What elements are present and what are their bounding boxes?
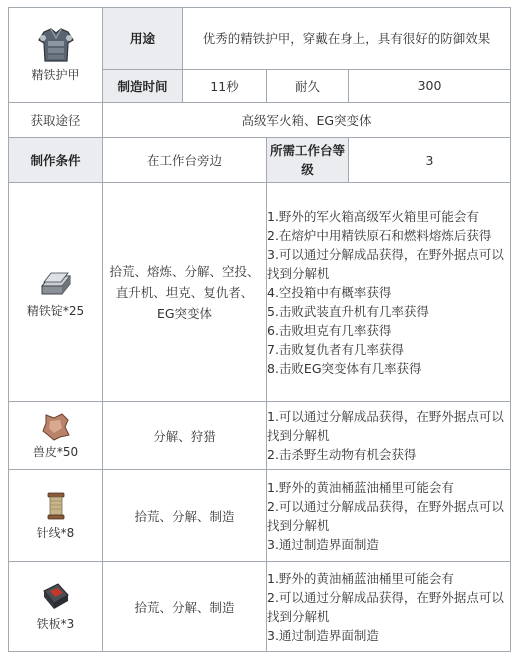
obtain-value: 高级军火箱、EG突变体 (103, 102, 511, 137)
method-item: 3.通过制造界面制造 (267, 627, 379, 643)
method-item: 5.击败武装直升机有几率获得 (267, 303, 429, 319)
material-row (9, 402, 511, 470)
material-sources: 拾荒、熔炼、分解、空投、直升机、坦克、复仇者、EG突变体 (103, 183, 267, 402)
material-name: 针线*8 (36, 526, 75, 541)
method-item: 1.野外的军火箱高级军火箱里可能会有 (267, 208, 479, 224)
usage-row (9, 8, 511, 70)
material-sources: 拾荒、分解、制造 (103, 470, 267, 562)
animal-hide-icon (40, 411, 72, 441)
material-methods (267, 183, 511, 402)
condition-label: 制作条件 (9, 138, 103, 183)
method-item: 6.击败坦克有几率获得 (267, 322, 392, 338)
level-label: 所需工作台等级 (267, 138, 349, 183)
method-item: 1.野外的黄油桶蓝油桶里可能会有 (267, 570, 454, 586)
craft-time-label: 制造时间 (103, 69, 183, 102)
item-name: 精铁护甲 (31, 68, 80, 83)
method-item: 1.野外的黄油桶蓝油桶里可能会有 (267, 479, 454, 495)
condition-value: 在工作台旁边 (103, 138, 267, 183)
method-item: 1.可以通过分解成品获得，在野外据点可以找到分解机 (267, 409, 504, 444)
material-name: 精铁锭*25 (26, 303, 85, 318)
level-value: 3 (349, 138, 511, 183)
durability-label: 耐久 (267, 69, 349, 102)
item-info-table (8, 7, 511, 652)
method-item: 2.可以通过分解成品获得，在野外据点可以找到分解机 (267, 589, 504, 624)
thread-spool-icon (42, 490, 70, 522)
method-item: 4.空投箱中有概率获得 (267, 284, 392, 300)
method-item: 7.击败复仇者有几率获得 (267, 341, 404, 357)
method-item: 3.可以通过分解成品获得，在野外据点可以找到分解机 (267, 246, 504, 281)
material-cell (9, 402, 103, 470)
craft-time-value: 11秒 (183, 69, 267, 102)
material-methods (267, 562, 511, 652)
material-sources: 拾荒、分解、制造 (103, 562, 267, 652)
armor-icon (36, 26, 76, 64)
material-methods (267, 402, 511, 470)
material-row (9, 562, 511, 652)
iron-plate-icon (40, 581, 72, 613)
craft-condition-row (9, 138, 511, 183)
method-item: 2.在熔炉中用精铁原石和燃料熔炼后获得 (267, 227, 492, 243)
material-cell (9, 183, 103, 402)
material-cell (9, 562, 103, 652)
item-cell (9, 8, 103, 103)
method-item: 8.击败EG突变体有几率获得 (267, 360, 422, 376)
durability-value: 300 (349, 69, 511, 102)
obtain-row (9, 102, 511, 137)
material-sources: 分解、狩猎 (103, 402, 267, 470)
material-methods (267, 470, 511, 562)
method-item: 2.击杀野生动物有机会获得 (267, 447, 417, 463)
usage-value: 优秀的精铁护甲，穿戴在身上，具有很好的防御效果 (183, 8, 511, 70)
method-item: 2.可以通过分解成品获得，在野外据点可以找到分解机 (267, 498, 504, 533)
material-row (9, 183, 511, 402)
material-row (9, 470, 511, 562)
material-name: 兽皮*50 (32, 445, 79, 460)
obtain-label: 获取途径 (9, 102, 103, 137)
method-item: 3.通过制造界面制造 (267, 536, 379, 552)
material-cell (9, 470, 103, 562)
usage-label: 用途 (103, 8, 183, 70)
material-name: 铁板*3 (36, 617, 75, 632)
iron-ingot-icon (38, 266, 74, 300)
